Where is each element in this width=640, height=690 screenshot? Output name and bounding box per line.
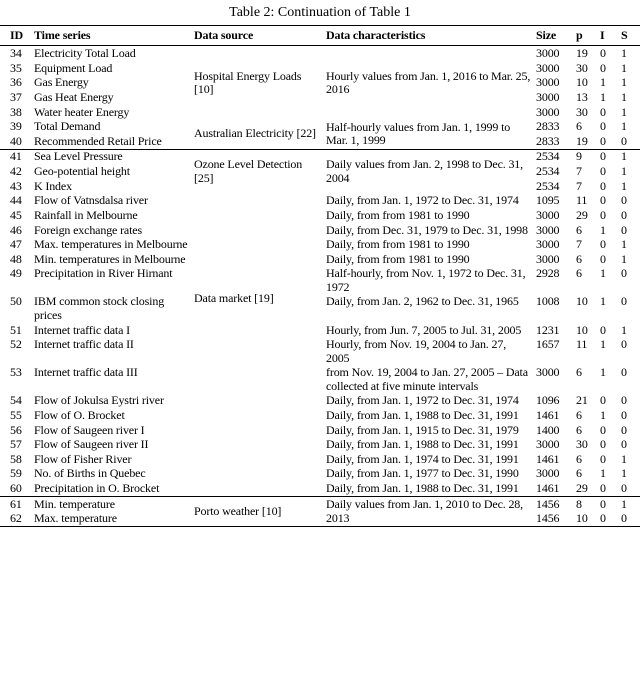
- cell-id: 52: [10, 337, 22, 352]
- cell-id: 38: [10, 104, 22, 119]
- cell-id: 42: [10, 164, 22, 179]
- cell-i: 0: [600, 104, 606, 119]
- cell-p: 10: [576, 511, 588, 526]
- cell-size: 1400: [536, 422, 560, 437]
- cell-time-series: Precipitation in O. Brocket: [34, 481, 160, 496]
- cell-data-characteristics: Daily, from from 1981 to 1990: [326, 207, 470, 222]
- cell-data-characteristics: Daily values from Jan. 1, 2010 to Dec. 28, 2013: [326, 497, 536, 527]
- cell-time-series: Water heater Energy: [34, 104, 130, 119]
- cell-id: 57: [10, 437, 22, 452]
- cell-data-source: Ozone Level Detection [25]: [194, 149, 326, 193]
- cell-i: 0: [600, 46, 606, 61]
- cell-time-series: Flow of Saugeen river I: [34, 422, 145, 437]
- cell-size: 3000: [536, 104, 560, 119]
- cell-id: 47: [10, 237, 22, 252]
- cell-time-series: Min. temperatures in Melbourne: [34, 251, 186, 266]
- cell-i: 0: [600, 451, 606, 466]
- cell-i: 0: [600, 164, 606, 179]
- cell-time-series: Max. temperatures in Melbourne: [34, 237, 188, 252]
- cell-i: 1: [600, 337, 606, 352]
- cell-size: 1096: [536, 393, 560, 408]
- table-row: [0, 120, 640, 135]
- cell-time-series: Foreign exchange rates: [34, 222, 142, 237]
- cell-id: 48: [10, 251, 22, 266]
- cell-p: 11: [576, 337, 588, 352]
- cell-data-source: Australian Electricity [22]: [194, 126, 316, 141]
- cell-size: 3000: [536, 251, 560, 266]
- table-head: [0, 26, 640, 46]
- cell-s: 0: [621, 365, 627, 380]
- cell-i: 1: [600, 407, 606, 422]
- cell-s: 1: [621, 466, 627, 481]
- cell-size: 1456: [536, 511, 560, 526]
- cell-s: 1: [621, 60, 627, 75]
- cell-size: 1461: [536, 481, 560, 496]
- cell-size: 2928: [536, 266, 560, 281]
- cell-p: 6: [576, 407, 582, 422]
- cell-id: 56: [10, 422, 22, 437]
- cell-id: 53: [10, 365, 22, 380]
- cell-s: 0: [621, 437, 627, 452]
- cell-time-series: Flow of Jokulsa Eystri river: [34, 393, 164, 408]
- cell-i: 0: [600, 119, 606, 134]
- cell-time-series: Internet traffic data I: [34, 322, 130, 337]
- table-row: [0, 497, 640, 512]
- cell-data-characteristics: Daily, from Jan. 1, 1988 to Dec. 31, 1991: [326, 407, 519, 422]
- cell-size: 1231: [536, 322, 560, 337]
- cell-s: 0: [621, 193, 627, 208]
- cell-i: 1: [600, 365, 606, 380]
- header-time-series: Time series: [34, 26, 194, 46]
- cell-size: 3000: [536, 46, 560, 61]
- cell-size: 1008: [536, 294, 560, 309]
- cell-p: 30: [576, 60, 588, 75]
- cell-data-characteristics: Daily, from Jan. 2, 1962 to Dec. 31, 1965: [326, 294, 519, 309]
- cell-i: 1: [600, 266, 606, 281]
- cell-s: 0: [621, 337, 627, 352]
- cell-size: 2833: [536, 119, 560, 134]
- cell-time-series: Gas Energy: [34, 75, 89, 90]
- cell-id: 36: [10, 75, 22, 90]
- cell-i: 0: [600, 193, 606, 208]
- cell-i: 1: [600, 294, 606, 309]
- cell-i: 0: [600, 207, 606, 222]
- cell-id: 41: [0, 149, 34, 164]
- cell-time-series: Electricity Total Load: [34, 46, 136, 61]
- cell-id: 50: [10, 294, 22, 309]
- cell-data-characteristics: Half-hourly values from Jan. 1, 1999 to Mar. 1, 1999: [326, 119, 511, 148]
- cell-i: 0: [600, 251, 606, 266]
- header-id: ID: [0, 26, 34, 46]
- cell-p: 30: [576, 437, 588, 452]
- cell-p: 21: [576, 393, 588, 408]
- table-row: [0, 46, 640, 61]
- cell-time-series: Flow of O. Brocket: [34, 407, 125, 422]
- cell-s: 0: [621, 266, 627, 281]
- cell-s: 1: [621, 149, 640, 164]
- cell-data-characteristics: Daily values from Jan. 2, 1998 to Dec. 31, 2004: [326, 149, 536, 193]
- cell-p: 29: [576, 207, 588, 222]
- header-i: I: [600, 26, 621, 46]
- cell-id: 58: [10, 451, 22, 466]
- cell-time-series: Sea Level Pressure: [34, 149, 194, 164]
- cell-time-series: Flow of Vatnsdalsa river: [34, 193, 148, 208]
- cell-i: 1: [600, 89, 606, 104]
- cell-s: 1: [621, 497, 640, 512]
- cell-id: 60: [10, 481, 22, 496]
- cell-id: 37: [10, 89, 22, 104]
- cell-time-series: Flow of Saugeen river II: [34, 437, 149, 452]
- cell-time-series: Internet traffic data II: [34, 337, 134, 352]
- cell-s: 0: [621, 407, 627, 422]
- cell-s: 1: [621, 164, 627, 179]
- cell-data-characteristics: Daily, from Jan. 1, 1972 to Dec. 31, 1974: [326, 393, 519, 408]
- cell-data-characteristics: Daily, from Jan. 1, 1988 to Dec. 31, 1991: [326, 437, 519, 452]
- cell-time-series: Min. temperature: [34, 497, 194, 512]
- cell-size: 3000: [536, 60, 560, 75]
- table-row: [0, 149, 640, 164]
- cell-id: 34: [10, 46, 22, 61]
- cell-size: 3000: [536, 237, 560, 252]
- cell-data-characteristics: Daily, from from 1981 to 1990: [326, 237, 470, 252]
- cell-p: 6: [576, 466, 582, 481]
- cell-data-characteristics: Daily, from from 1981 to 1990: [326, 251, 470, 266]
- cell-time-series: IBM common stock closing prices: [34, 294, 165, 322]
- cell-id: 61: [0, 497, 34, 512]
- cell-p: 6: [576, 365, 582, 380]
- cell-s: 1: [621, 104, 627, 119]
- cell-id: 39: [10, 119, 22, 134]
- cell-i: 0: [600, 60, 606, 75]
- cell-size: 3000: [536, 207, 560, 222]
- cell-s: 1: [621, 75, 627, 90]
- cell-time-series: Max. temperature: [34, 511, 117, 526]
- table-row: [0, 194, 640, 209]
- cell-time-series: Total Demand: [34, 119, 101, 134]
- cell-id: 62: [10, 511, 22, 526]
- cell-data-source: Porto weather [10]: [194, 497, 326, 527]
- cell-i: 0: [600, 497, 621, 512]
- cell-p: 6: [576, 422, 582, 437]
- table-header-row: [0, 26, 640, 46]
- cell-size: 1461: [536, 407, 560, 422]
- cell-id: 45: [10, 207, 22, 222]
- cell-p: 6: [576, 251, 582, 266]
- cell-time-series: Geo-potential height: [34, 164, 130, 179]
- cell-data-characteristics: Half-hourly, from Nov. 1, 1972 to Dec. 31, 1972: [326, 266, 526, 294]
- cell-p: 29: [576, 481, 588, 496]
- cell-time-series: No. of Births in Quebec: [34, 466, 146, 481]
- cell-p: 30: [576, 104, 588, 119]
- cell-size: 1456: [536, 497, 576, 512]
- cell-s: 0: [621, 481, 627, 496]
- cell-p: 6: [576, 119, 582, 134]
- cell-s: 1: [621, 237, 627, 252]
- cell-id: 54: [10, 393, 22, 408]
- cell-s: 1: [621, 451, 627, 466]
- cell-data-characteristics: Daily, from Jan. 1, 1915 to Dec. 31, 1979: [326, 422, 519, 437]
- cell-time-series: Flow of Fisher River: [34, 451, 132, 466]
- table-body: [0, 46, 640, 527]
- cell-p: 10: [576, 294, 588, 309]
- cell-p: 6: [576, 451, 582, 466]
- cell-id: 35: [10, 60, 22, 75]
- cell-p: 10: [576, 75, 588, 90]
- cell-p: 6: [576, 222, 582, 237]
- cell-size: 3000: [536, 466, 560, 481]
- cell-p: 13: [576, 89, 588, 104]
- cell-p: 9: [576, 149, 600, 164]
- cell-s: 0: [621, 422, 627, 437]
- header-p: p: [576, 26, 600, 46]
- cell-size: 2534: [536, 164, 560, 179]
- cell-id: 51: [10, 322, 22, 337]
- cell-i: 1: [600, 75, 606, 90]
- cell-data-characteristics: Daily, from Jan. 1, 1988 to Dec. 31, 1991: [326, 481, 519, 496]
- cell-size: 2833: [536, 133, 560, 148]
- cell-data-source: Data market [19]: [194, 290, 274, 305]
- cell-id: 40: [10, 133, 22, 148]
- cell-i: 0: [600, 481, 606, 496]
- cell-p: 7: [576, 164, 582, 179]
- cell-id: 49: [10, 266, 22, 281]
- cell-time-series: K Index: [34, 178, 72, 193]
- header-data-characteristics: Data characteristics: [326, 26, 536, 46]
- cell-p: 10: [576, 322, 588, 337]
- cell-size: 1461: [536, 451, 560, 466]
- cell-i: 0: [600, 511, 606, 526]
- cell-time-series: Rainfall in Melbourne: [34, 207, 138, 222]
- cell-i: 0: [600, 133, 606, 148]
- cell-s: 1: [621, 178, 627, 193]
- cell-p: 11: [576, 193, 588, 208]
- header-s: S: [621, 26, 640, 46]
- cell-data-characteristics: Daily, from Jan. 1, 1974 to Dec. 31, 1991: [326, 451, 519, 466]
- cell-s: 0: [621, 207, 627, 222]
- cell-i: 0: [600, 149, 621, 164]
- datasets-table: [0, 25, 640, 527]
- cell-size: 1095: [536, 193, 560, 208]
- cell-size: 2534: [536, 149, 576, 164]
- cell-size: 2534: [536, 178, 560, 193]
- cell-i: 1: [600, 222, 606, 237]
- cell-s: 0: [621, 393, 627, 408]
- table-caption: Table 2: Continuation of Table 1: [229, 5, 411, 20]
- cell-size: 1657: [536, 337, 560, 352]
- cell-id: 44: [10, 193, 22, 208]
- cell-p: 19: [576, 133, 588, 148]
- cell-i: 0: [600, 393, 606, 408]
- cell-s: 1: [621, 251, 627, 266]
- cell-size: 3000: [536, 222, 560, 237]
- cell-data-characteristics: from Nov. 19, 2004 to Jan. 27, 2005 – Data collected at five minute intervals: [326, 365, 528, 393]
- cell-data-characteristics: Hourly, from Nov. 19, 2004 to Jan. 27, 2005: [326, 337, 507, 365]
- cell-s: 1: [621, 322, 627, 337]
- cell-s: 0: [621, 511, 627, 526]
- cell-s: 0: [621, 294, 627, 309]
- cell-data-source: Hospital Energy Loads [10]: [194, 68, 302, 96]
- cell-id: 43: [10, 178, 22, 193]
- cell-size: 3000: [536, 75, 560, 90]
- cell-s: 1: [621, 46, 627, 61]
- cell-data-characteristics: Daily, from Dec. 31, 1979 to Dec. 31, 1998: [326, 222, 528, 237]
- cell-i: 0: [600, 178, 606, 193]
- cell-data-characteristics: Hourly values from Jan. 1, 2016 to Mar. 25, 2016: [326, 68, 531, 96]
- cell-p: 19: [576, 46, 588, 61]
- cell-data-characteristics: Daily, from Jan. 1, 1972 to Dec. 31, 1974: [326, 193, 519, 208]
- cell-s: 1: [621, 119, 627, 134]
- cell-i: 0: [600, 322, 606, 337]
- cell-s: 0: [621, 133, 627, 148]
- cell-time-series: Gas Heat Energy: [34, 89, 114, 104]
- cell-p: 7: [576, 237, 582, 252]
- cell-id: 46: [10, 222, 22, 237]
- cell-size: 3000: [536, 437, 560, 452]
- cell-i: 1: [600, 466, 606, 481]
- cell-s: 0: [621, 222, 627, 237]
- cell-i: 0: [600, 437, 606, 452]
- cell-id: 55: [10, 407, 22, 422]
- cell-time-series: Recommended Retail Price: [34, 133, 162, 148]
- cell-i: 0: [600, 422, 606, 437]
- cell-p: 8: [576, 497, 600, 512]
- cell-time-series: Precipitation in River Hirnant: [34, 266, 173, 281]
- cell-size: 3000: [536, 365, 560, 380]
- cell-p: 6: [576, 266, 582, 281]
- cell-data-characteristics: Daily, from Jan. 1, 1977 to Dec. 31, 1990: [326, 466, 519, 481]
- cell-data-characteristics: Hourly, from Jun. 7, 2005 to Jul. 31, 2005: [326, 322, 522, 337]
- header-data-source: Data source: [194, 26, 326, 46]
- header-size: Size: [536, 26, 576, 46]
- cell-time-series: Equipment Load: [34, 60, 113, 75]
- cell-size: 3000: [536, 89, 560, 104]
- cell-s: 1: [621, 89, 627, 104]
- cell-p: 7: [576, 178, 582, 193]
- cell-time-series: Internet traffic data III: [34, 365, 138, 380]
- cell-i: 0: [600, 237, 606, 252]
- cell-id: 59: [10, 466, 22, 481]
